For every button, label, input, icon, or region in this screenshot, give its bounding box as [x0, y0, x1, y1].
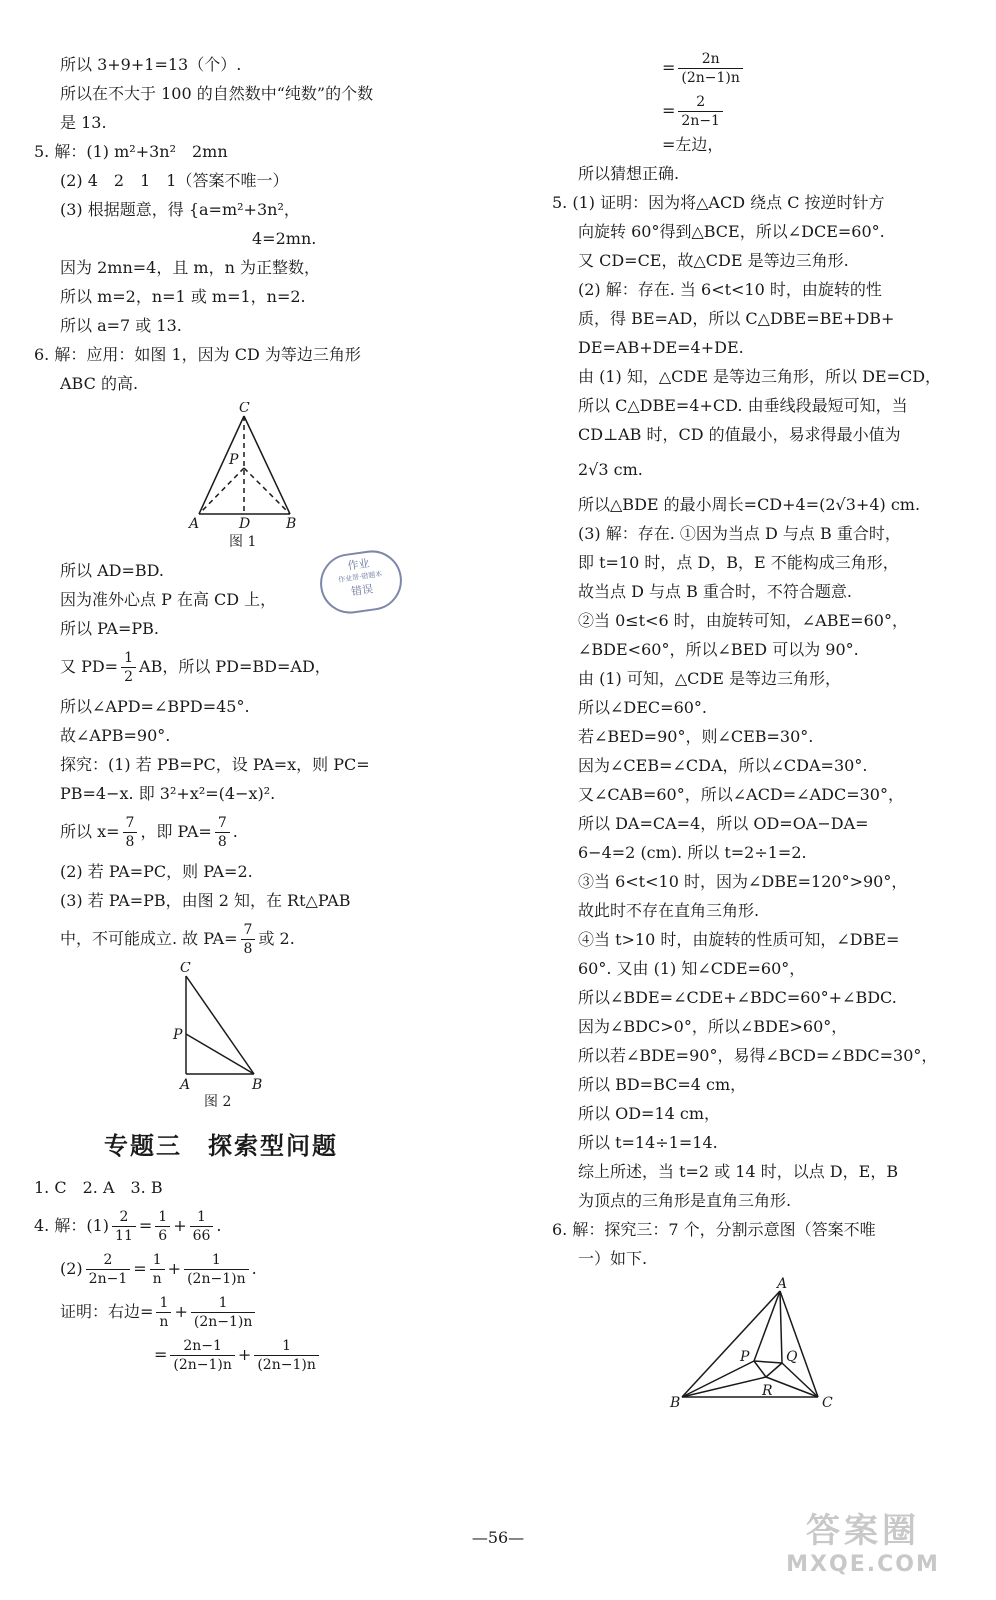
fraction — [678, 50, 743, 87]
watermark-line: MXQE.COM — [786, 1552, 940, 1577]
text-line: 因为∠BDC>0°，所以∠BDE>60°， — [578, 1017, 848, 1036]
text-span: (2) — [60, 1259, 83, 1278]
fraction — [86, 1251, 131, 1288]
text-line: 所以 3+9+1=13（个）. — [60, 55, 242, 74]
text-span: = — [662, 58, 676, 77]
text-line: 故此时不存在直角三角形. — [578, 901, 760, 920]
fraction — [184, 1251, 249, 1288]
numerator: 2n−1 — [170, 1337, 235, 1356]
fraction — [150, 1251, 165, 1288]
fraction — [678, 93, 723, 130]
text-line: 由 (1) 知，△CDE 是等边三角形，所以 DE=CD， — [578, 367, 942, 386]
numerator: 2 — [86, 1251, 131, 1270]
stamp-line: 作业 — [346, 556, 371, 573]
numerator: 1 — [155, 1208, 170, 1227]
text-line: ④当 t>10 时，由旋转的性质可知，∠DBE= — [578, 930, 900, 949]
text-span: 证明：右边= — [60, 1302, 154, 1321]
figure-2 — [34, 962, 444, 1112]
text-line: 所以∠BDE=∠CDE+∠BDC=60°+∠BDC. — [578, 988, 897, 1007]
label-c: C — [180, 962, 191, 976]
text-span: = — [662, 101, 676, 120]
text-line: ②当 0≤t<6 时，由旋转可知，∠ABE=60°， — [578, 611, 908, 630]
fraction — [155, 1208, 170, 1245]
numerator: 1 — [191, 1294, 256, 1313]
text-span: AB，所以 PD=BD=AD， — [139, 657, 331, 676]
fraction — [121, 649, 136, 686]
text-line: (3) 根据题意，得 {a=m²+3n²， — [60, 200, 300, 219]
text-span: 又 PD= — [60, 657, 119, 676]
text-line: 若∠BED=90°，则∠CEB=30°. — [578, 727, 814, 746]
text-line: 探究：(1) 若 PB=PC，设 PA=x，则 PC= — [60, 755, 370, 774]
text-span: = — [154, 1345, 168, 1364]
text-line: CD⊥AB 时，CD 的值最小，易求得最小值为 — [578, 425, 901, 444]
question-5: 5. (1) 证明：因为将△ACD 绕点 C 按逆时针方 — [552, 193, 885, 212]
label-p: P — [173, 1027, 183, 1043]
label-d: D — [239, 516, 251, 532]
label-q: Q — [786, 1349, 798, 1365]
denominator: 2 — [124, 669, 134, 685]
text-span: . — [232, 822, 238, 841]
text-span: . — [216, 1216, 222, 1235]
proof-line — [552, 50, 962, 87]
text-line: (3) 若 PA=PB，由图 2 知，在 Rt△PAB — [60, 891, 351, 910]
numerator: 2n — [678, 50, 743, 69]
figure-3 — [552, 1277, 962, 1427]
page-number: —56— — [471, 1528, 525, 1547]
numerator: 1 — [254, 1337, 319, 1356]
text-span: . — [251, 1259, 257, 1278]
label-c: C — [239, 402, 250, 416]
fraction — [190, 1208, 214, 1245]
text-line: 所以 AD=BD. — [60, 561, 164, 580]
figure-1-caption: 图 1 — [229, 534, 257, 550]
text-line: 故当点 D 与点 B 重合时，不符合题意. — [578, 582, 853, 601]
text-line — [34, 814, 444, 851]
denominator: 11 — [115, 1228, 133, 1244]
stamp-line: 错误 — [350, 582, 374, 599]
denominator: 2n−1 — [681, 113, 720, 129]
proof-line — [34, 1294, 444, 1331]
denominator: n — [159, 1314, 169, 1330]
section-title: 专题三 探索型问题 — [104, 1131, 338, 1160]
text-line: 所以 OD=14 cm， — [578, 1104, 721, 1123]
fraction — [254, 1337, 319, 1374]
denominator: 8 — [125, 834, 135, 850]
denominator: 8 — [243, 941, 253, 957]
text-line: 因为∠CEB=∠CDA，所以∠CDA=30°. — [578, 756, 868, 775]
text-line: 所以猜想正确. — [578, 164, 680, 183]
numerator: 7 — [241, 921, 256, 940]
text-line: =左边， — [662, 135, 724, 154]
proof-line — [552, 93, 962, 130]
numerator: 7 — [215, 814, 230, 833]
label-b: B — [252, 1077, 263, 1093]
figure-1 — [34, 402, 444, 552]
text-line: 所以 t=14÷1=14. — [578, 1133, 718, 1152]
denominator: (2n−1)n — [257, 1357, 316, 1373]
stamp-line: 作业帮·错题本 — [337, 570, 383, 585]
text-line: DE=AB+DE=4+DE. — [578, 338, 744, 357]
text-line: 所以∠DEC=60°. — [578, 698, 708, 717]
text-line: (2) 解：存在. 当 6<t<10 时，由旋转的性 — [578, 280, 882, 299]
denominator: (2n−1)n — [193, 1314, 253, 1330]
denominator: n — [152, 1271, 162, 1287]
text-line: 即 t=10 时，点 D，B，E 不能构成三角形， — [578, 553, 899, 572]
numerator: 1 — [150, 1251, 165, 1270]
text-line: 所以 PA=PB. — [60, 619, 159, 638]
fraction — [170, 1337, 235, 1374]
denominator: (2n−1)n — [681, 70, 740, 86]
question-6: 6. 解：探究三：7 个，分割示意图（答案不唯 — [552, 1220, 876, 1239]
text-span: + — [173, 1216, 187, 1235]
answers-1-3: 1. C 2. A 3. B — [34, 1178, 163, 1197]
text-span: 或 2. — [258, 929, 295, 948]
numerator: 1 — [121, 649, 136, 668]
numerator: 1 — [190, 1208, 214, 1227]
text-line — [34, 921, 444, 958]
numerator: 1 — [184, 1251, 249, 1270]
text-line: 综上所述，当 t=2 或 14 时，以点 D，E，B — [578, 1162, 899, 1181]
text-line: 是 13. — [60, 113, 107, 132]
text-line: 所以 C△DBE=4+CD. 由垂线段最短可知，当 — [578, 396, 908, 415]
text-line: 所以 m=2，n=1 或 m=1，n=2. — [60, 287, 306, 306]
label-p: P — [229, 452, 239, 468]
text-span: ，即 PA= — [140, 822, 212, 841]
fraction — [112, 1208, 136, 1245]
text-span: 4. 解：(1) — [34, 1216, 110, 1235]
text-line: 所以 a=7 或 13. — [60, 316, 182, 335]
denominator: 2n−1 — [88, 1271, 128, 1287]
text-line: 由 (1) 可知，△CDE 是等边三角形， — [578, 669, 841, 688]
text-line: 向旋转 60°得到△BCE，所以∠DCE=60°. — [578, 222, 885, 241]
denominator: 66 — [192, 1228, 211, 1244]
label-a: A — [180, 1077, 191, 1093]
text-line — [34, 649, 444, 686]
text-line: (3) 解：存在. ①因为当点 D 与点 B 重合时， — [578, 524, 901, 543]
text-line: 所以 DA=CA=4，所以 OD=OA−DA= — [578, 814, 869, 833]
denominator: 6 — [158, 1228, 168, 1244]
text-line: 故∠APB=90°. — [60, 726, 171, 745]
text-line: 6−4=2 (cm). 所以 t=2÷1=2. — [578, 843, 807, 862]
label-b: B — [670, 1395, 681, 1411]
text-span: = — [138, 1216, 153, 1235]
numerator: 1 — [156, 1294, 171, 1313]
text-line: 又∠CAB=60°，所以∠ACD=∠ADC=30°， — [578, 785, 904, 804]
label-a: A — [189, 516, 200, 532]
text-span: + — [167, 1259, 182, 1278]
question-5: 5. 解：(1) m²+3n² 2mn — [34, 142, 228, 161]
question-4-part-2 — [34, 1251, 444, 1288]
text-line: 60°. 又由 (1) 知∠CDE=60°， — [578, 959, 806, 978]
text-line: ∠BDE<60°，所以∠BED 可以为 90°. — [578, 640, 859, 659]
text-line: 一）如下. — [578, 1249, 648, 1268]
text-line: 为顶点的三角形是直角三角形. — [578, 1191, 792, 1210]
text-line: PB=4−x. 即 3²+x²=(4−x)². — [60, 784, 276, 803]
text-line: ABC 的高. — [60, 374, 139, 393]
proof-line — [34, 1337, 444, 1374]
left-column — [34, 50, 444, 1374]
watermark-line: 答案圈 — [806, 1511, 920, 1551]
fraction — [241, 921, 256, 958]
denominator: (2n−1)n — [173, 1357, 232, 1373]
text-span: 中，不可能成立. 故 PA= — [60, 929, 238, 948]
label-c: C — [822, 1395, 833, 1411]
label-b: B — [286, 516, 297, 532]
text-line: 所以△BDE 的最小周长=CD+4=(2√3+4) cm. — [578, 495, 921, 514]
question-4-part-1 — [34, 1208, 444, 1245]
text-line: (2) 4 2 1 1（答案不唯一） — [60, 171, 289, 190]
question-6: 6. 解：应用：如图 1，因为 CD 为等边三角形 — [34, 345, 361, 364]
text-line: ③当 6<t<10 时，因为∠DBE=120°>90°， — [578, 872, 908, 891]
fraction — [123, 814, 138, 851]
fraction — [215, 814, 230, 851]
fraction — [156, 1294, 171, 1331]
label-a: A — [777, 1277, 788, 1292]
fraction — [191, 1294, 256, 1331]
text-line: 又 CD=CE，故△CDE 是等边三角形. — [578, 251, 849, 270]
text-span: 所以 x= — [60, 822, 120, 841]
text-line: 所以∠APD=∠BPD=45°. — [60, 697, 250, 716]
text-line: 4=2mn. — [252, 229, 317, 248]
text-line: 质，得 BE=AD，所以 C△DBE=BE+DB+ — [578, 309, 895, 328]
denominator: 8 — [217, 834, 227, 850]
numerator: 2 — [112, 1208, 136, 1227]
watermark-logo — [758, 1510, 968, 1584]
text-line: (2) 若 PA=PC，则 PA=2. — [60, 862, 253, 881]
numerator: 7 — [123, 814, 138, 833]
text-span: = — [133, 1259, 147, 1278]
numerator: 2 — [678, 93, 723, 112]
denominator: (2n−1)n — [187, 1271, 246, 1287]
text-line: 因为准外心点 P 在高 CD 上， — [60, 590, 277, 609]
figure-2-caption: 图 2 — [204, 1094, 232, 1110]
text-span: + — [174, 1302, 188, 1321]
label-p: P — [740, 1349, 750, 1365]
text-span: + — [237, 1345, 252, 1364]
label-r: R — [762, 1383, 773, 1399]
text-line: 2√3 cm. — [578, 460, 643, 479]
text-line: 所以若∠BDE=90°，易得∠BCD=∠BDC=30°， — [578, 1046, 938, 1065]
text-line: 所以在不大于 100 的自然数中“纯数”的个数 — [60, 84, 374, 103]
text-line: 因为 2mn=4，且 m，n 为正整数， — [60, 258, 320, 277]
text-line: 所以 BD=BC=4 cm， — [578, 1075, 747, 1094]
right-column — [552, 50, 962, 1431]
